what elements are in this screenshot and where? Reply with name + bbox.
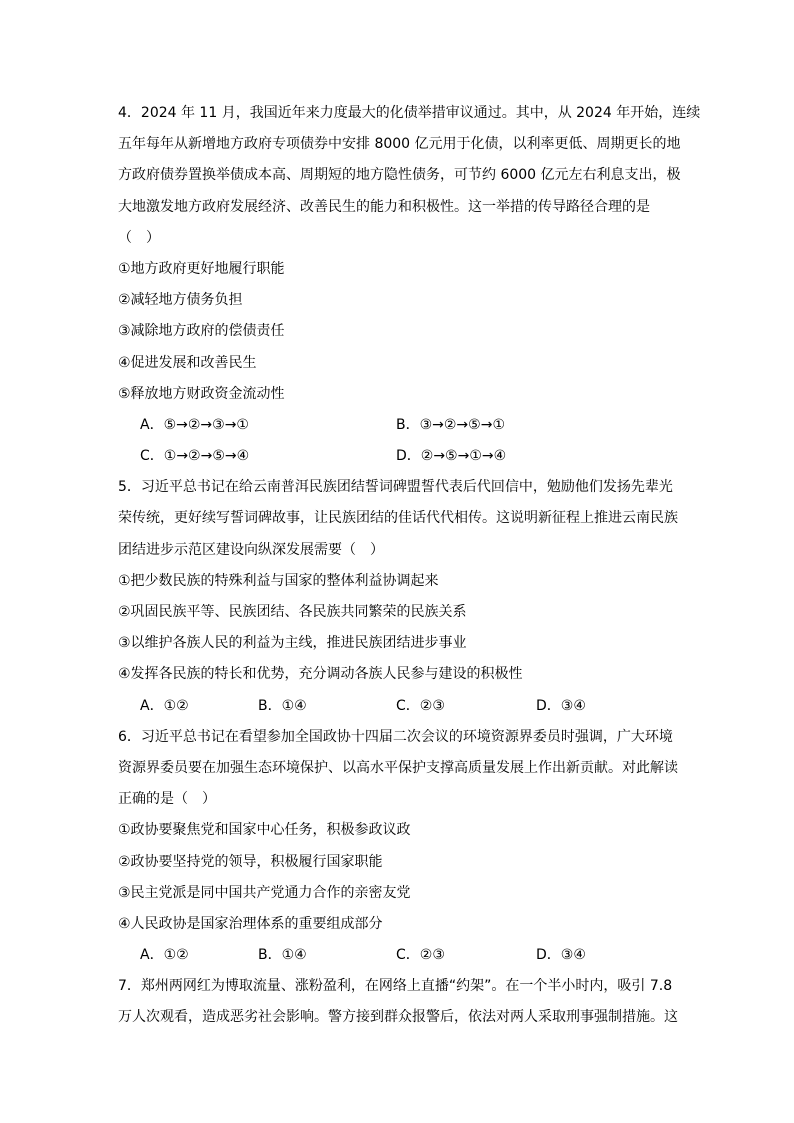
statement-item: ①把少数民族的特殊利益与国家的整体利益协调起来 (118, 572, 439, 589)
question-stem-line: 6．习近平总书记在看望参加全国政协十四届二次会议的环境资源界委员时强调，广大环境 (118, 728, 673, 745)
statement-item: ③以维护各族人民的利益为主线，推进民族团结进步事业 (118, 635, 467, 652)
question-7 (118, 971, 678, 1033)
statement-item: ④人民政协是国家治理体系的重要组成部分 (118, 915, 383, 932)
statement-item: ①地方政府更好地履行职能 (118, 260, 285, 277)
option-c[interactable]: C．②③ (396, 697, 445, 714)
option-a[interactable]: A．①② (140, 947, 189, 964)
options-row (118, 691, 678, 722)
question-stem-line: 荣传统，更好续写誓词碑故事，让民族团结的佳话代代相传。这说明新征程上推进云南民族 (118, 510, 678, 527)
question-stem-line: 正确的是（ ） (118, 791, 216, 808)
question-stem-line: 5．习近平总书记在给云南普洱民族团结誓词碑盟誓代表后代回信中，勉励他们发扬先辈光 (118, 479, 673, 496)
options-row (118, 940, 678, 971)
question-stem-line: 资源界委员要在加强生态环境保护、以高水平保护支撑高质量发展上作出新贡献。对此解读 (118, 759, 678, 776)
question-stem-line: 大地激发地方政府发展经济、改善民生的能力和积极性。这一举措的传导路径合理的是 (118, 198, 650, 215)
question-stem-line: 4．2024 年 11 月，我国近年来力度最大的化债举措审议通过。其中，从 2024 年开始，连续 (118, 105, 701, 121)
option-a[interactable]: A．①② (140, 697, 189, 714)
question-stem-line: 7．郑州两网红为博取流量、涨粉盈利，在网络上直播“约架”。在一个半小时内，吸引 7.8 (118, 978, 673, 995)
option-d[interactable]: D．③④ (536, 947, 586, 964)
option-b[interactable]: B．①④ (258, 697, 307, 714)
statement-item: ②巩固民族平等、民族团结、各民族共同繁荣的民族关系 (118, 604, 467, 620)
statement-item: ②减轻地方债务负担 (118, 292, 243, 309)
option-b[interactable]: B．①④ (258, 947, 307, 964)
statement-item: ④发挥各民族的特长和优势，充分调动各族人民参与建设的积极性 (118, 666, 523, 683)
exam-page (118, 98, 701, 1034)
question-6 (118, 722, 678, 972)
answer-blank: （ ） (118, 229, 160, 246)
statement-item: ④促进发展和改善民生 (118, 354, 257, 371)
question-stem-line: 团结进步示范区建设向纵深发展需要（ ） (118, 541, 384, 558)
option-b[interactable]: B．③→②→⑤→① (396, 416, 505, 433)
question-stem-line: 方政府债券置换举债成本高、周期短的地方隐性债务，可节约 6000 亿元左右利息支出，极 (118, 167, 681, 184)
option-c[interactable]: C．②③ (396, 947, 445, 964)
options-row (118, 441, 678, 472)
question-stem-line: 万人次观看，造成恶劣社会影响。警方接到群众报警后，依法对两人采取刑事强制措施。这 (118, 1009, 678, 1026)
question-stem-line: 五年每年从新增地方政府专项债券中安排 8000 亿元用于化债，以利率更低、周期更长的地 (118, 136, 681, 153)
option-a[interactable]: A．⑤→②→③→① (140, 416, 249, 433)
options-row (118, 410, 678, 441)
option-d[interactable]: D．②→⑤→①→④ (396, 448, 507, 465)
statement-item: ①政协要聚焦党和国家中心任务，积极参政议政 (118, 822, 411, 839)
question-5 (118, 472, 678, 722)
option-d[interactable]: D．③④ (536, 697, 586, 714)
statement-item: ②政协要坚持党的领导，积极履行国家职能 (118, 853, 383, 870)
statement-item: ③减除地方政府的偿债责任 (118, 323, 285, 340)
statement-item: ⑤释放地方财政资金流动性 (118, 385, 285, 402)
question-4 (118, 98, 701, 472)
statement-item: ③民主党派是同中国共产党通力合作的亲密友党 (118, 884, 411, 901)
option-c[interactable]: C．①→②→⑤→④ (140, 448, 250, 465)
